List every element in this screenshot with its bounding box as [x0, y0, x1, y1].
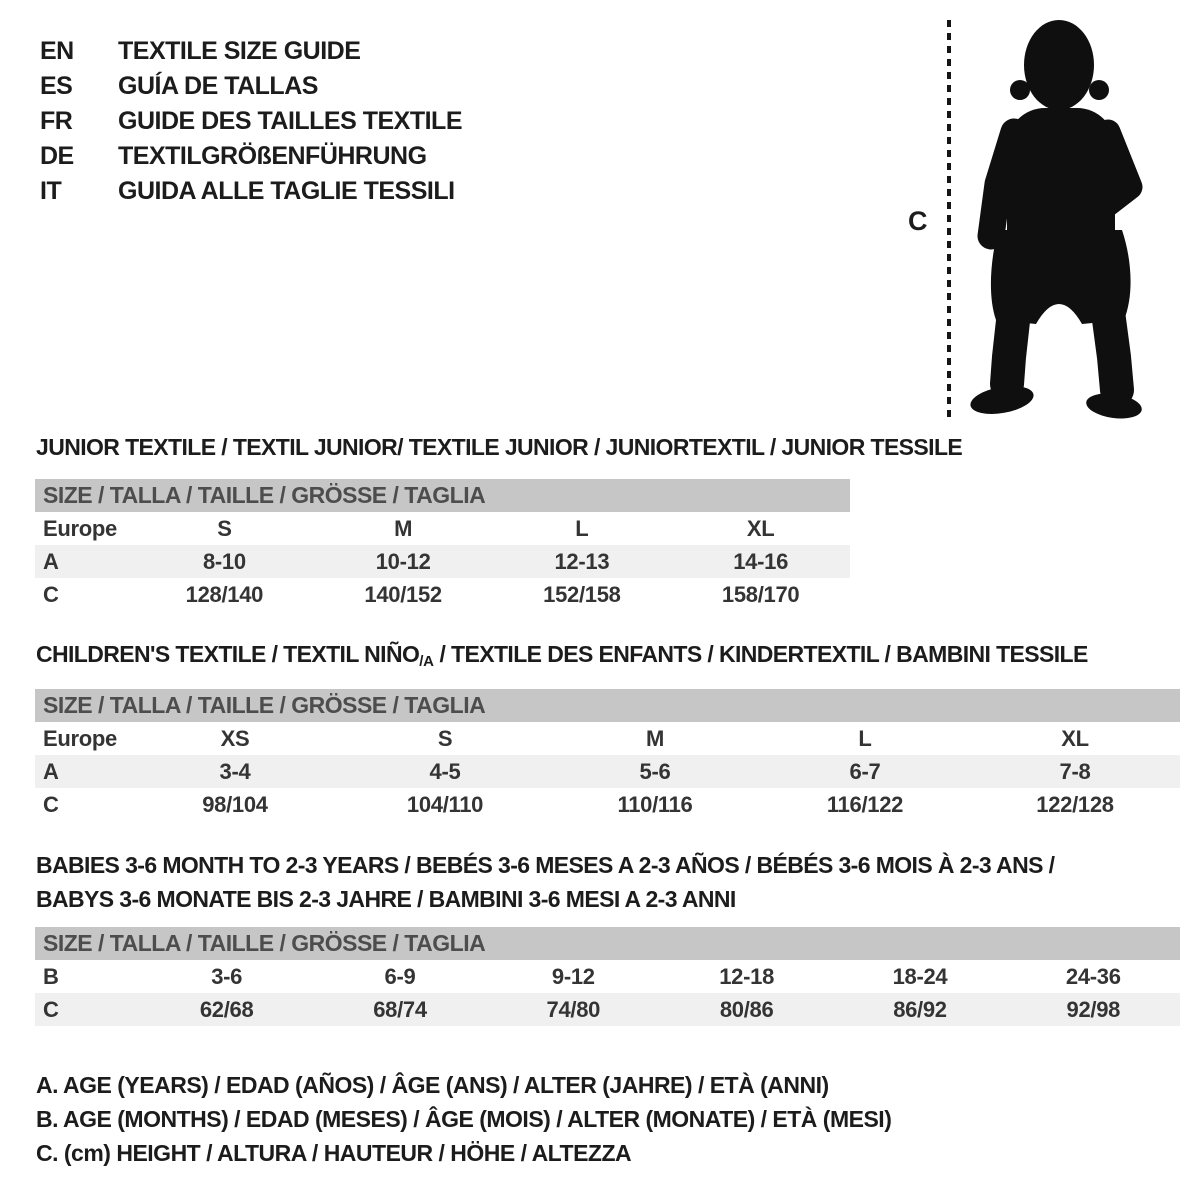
language-row — [40, 174, 462, 209]
table-cell: 140/152 — [364, 581, 442, 607]
section-title-junior-text: JUNIOR TEXTILE / TEXTIL JUNIOR/ TEXTILE JUNIOR / JUNIORTEXTIL / JUNIOR TESSILE — [36, 434, 963, 460]
table-row — [35, 788, 1180, 821]
table-row-label: A — [43, 548, 59, 574]
table-cell: 122/128 — [1036, 791, 1114, 817]
table-row-label: A — [43, 758, 59, 784]
language-code: DE — [40, 142, 74, 170]
children-size-table — [35, 689, 1180, 821]
table-cell: XL — [1061, 725, 1089, 751]
table-cell: XL — [746, 515, 775, 541]
table-cell: 18-24 — [892, 963, 948, 989]
table-cell: 3-4 — [219, 758, 251, 784]
table-cell: M — [394, 515, 413, 541]
table-cell: 158/170 — [721, 581, 800, 607]
size-table-header — [35, 479, 850, 512]
table-cell: 12-18 — [719, 963, 775, 989]
table-cell: 7-8 — [1059, 758, 1091, 784]
height-measure-label: C — [908, 206, 928, 236]
babies-size-table — [35, 927, 1180, 1026]
language-title-list — [40, 34, 462, 209]
table-cell: 116/122 — [826, 791, 904, 817]
table-cell: 80/86 — [719, 996, 774, 1022]
table-row — [35, 578, 850, 611]
table-cell: 12-13 — [554, 548, 610, 574]
section-title-children-rest: / TEXTILE DES ENFANTS / KINDERTEXTIL / BAMBINI TESSILE — [433, 641, 1088, 667]
table-row-label: C — [43, 996, 59, 1022]
table-cell: 68/74 — [373, 996, 427, 1022]
table-row — [35, 993, 1180, 1026]
legend-line-c: C. (cm) HEIGHT / ALTURA / HAUTEUR / HÖHE / ALTEZZA — [36, 1140, 632, 1166]
language-code: EN — [40, 37, 74, 65]
table-cell: M — [645, 725, 665, 751]
language-label: GUIDE DES TAILLES TEXTILE — [118, 107, 463, 135]
table-row-label: B — [43, 963, 59, 989]
table-cell: 152/158 — [543, 581, 621, 607]
size-table-header-text: SIZE / TALLA / TAILLE / GRÖSSE / TAGLIA — [43, 930, 486, 956]
language-row — [40, 139, 462, 174]
language-label: TEXTILGRÖßENFÜHRUNG — [118, 142, 427, 170]
table-row-label: C — [43, 581, 59, 607]
language-code: FR — [40, 107, 73, 135]
table-cell: 8-10 — [202, 548, 246, 574]
table-cell: 10-12 — [375, 548, 431, 574]
language-code: ES — [40, 72, 73, 100]
section-title-children-sub: /A — [419, 653, 434, 670]
table-cell: 86/92 — [893, 996, 947, 1022]
section-title-junior — [36, 434, 962, 461]
language-label: TEXTILE SIZE GUIDE — [118, 37, 361, 65]
table-cell: 9-12 — [551, 963, 595, 989]
section-title-babies — [36, 848, 1054, 916]
language-row — [40, 34, 462, 69]
table-cell: 24-36 — [1065, 963, 1121, 989]
table-row-label: Europe — [43, 515, 117, 541]
size-table-header — [35, 689, 1180, 722]
table-cell: S — [437, 725, 453, 751]
table-cell: S — [217, 515, 232, 541]
height-measure-line — [947, 20, 951, 417]
language-row — [40, 69, 462, 104]
table-cell: 104/110 — [406, 791, 484, 817]
language-label: GUÍA DE TALLAS — [118, 72, 318, 100]
baby-silhouette-icon — [962, 12, 1152, 420]
table-row — [35, 512, 850, 545]
size-table-header-text: SIZE / TALLA / TAILLE / GRÖSSE / TAGLIA — [43, 482, 486, 508]
table-cell: 128/140 — [185, 581, 264, 607]
table-cell: 6-9 — [384, 963, 416, 989]
table-cell: 14-16 — [733, 548, 789, 574]
language-code: IT — [40, 177, 62, 205]
table-cell: 74/80 — [546, 996, 601, 1022]
table-row-label: Europe — [43, 725, 117, 751]
table-row-label: C — [43, 791, 59, 817]
table-cell: 4-5 — [429, 758, 461, 784]
table-cell: 5-6 — [639, 758, 671, 784]
table-cell: 110/116 — [617, 791, 693, 817]
section-title-babies-line2: BABYS 3-6 MONATE BIS 2-3 JAHRE / BAMBINI 3-6 MESI A 2-3 ANNI — [36, 886, 736, 912]
junior-size-table — [35, 479, 850, 611]
table-cell: 6-7 — [849, 758, 881, 784]
legend-line-a: A. AGE (YEARS) / EDAD (AÑOS) / ÂGE (ANS) / ALTER (JAHRE) / ETÀ (ANNI) — [36, 1072, 829, 1098]
table-row — [35, 722, 1180, 755]
table-row — [35, 960, 1180, 993]
size-table-header-text: SIZE / TALLA / TAILLE / GRÖSSE / TAGLIA — [43, 692, 486, 718]
table-cell: L — [858, 725, 872, 751]
table-cell: 98/104 — [202, 791, 268, 817]
table-row — [35, 755, 1180, 788]
section-title-children-main: CHILDREN'S TEXTILE / TEXTIL NIÑO — [36, 641, 420, 667]
table-cell: L — [575, 515, 589, 541]
table-cell: 3-6 — [211, 963, 243, 989]
table-cell: XS — [220, 725, 250, 751]
section-title-children — [36, 641, 1088, 670]
legend-line-b: B. AGE (MONTHS) / EDAD (MESES) / ÂGE (MOIS) / ALTER (MONATE) / ETÀ (MESI) — [36, 1106, 892, 1132]
size-table-header — [35, 927, 1180, 960]
language-label: GUIDA ALLE TAGLIE TESSILI — [118, 177, 455, 205]
language-row — [40, 104, 462, 139]
legend — [36, 1072, 891, 1174]
table-row — [35, 545, 850, 578]
table-cell: 62/68 — [199, 996, 254, 1022]
section-title-babies-line1: BABIES 3-6 MONTH TO 2-3 YEARS / BEBÉS 3-6 MESES A 2-3 AÑOS / BÉBÉS 3-6 MOIS À 2-3 ANS / — [36, 852, 1055, 878]
table-cell: 92/98 — [1066, 996, 1121, 1022]
